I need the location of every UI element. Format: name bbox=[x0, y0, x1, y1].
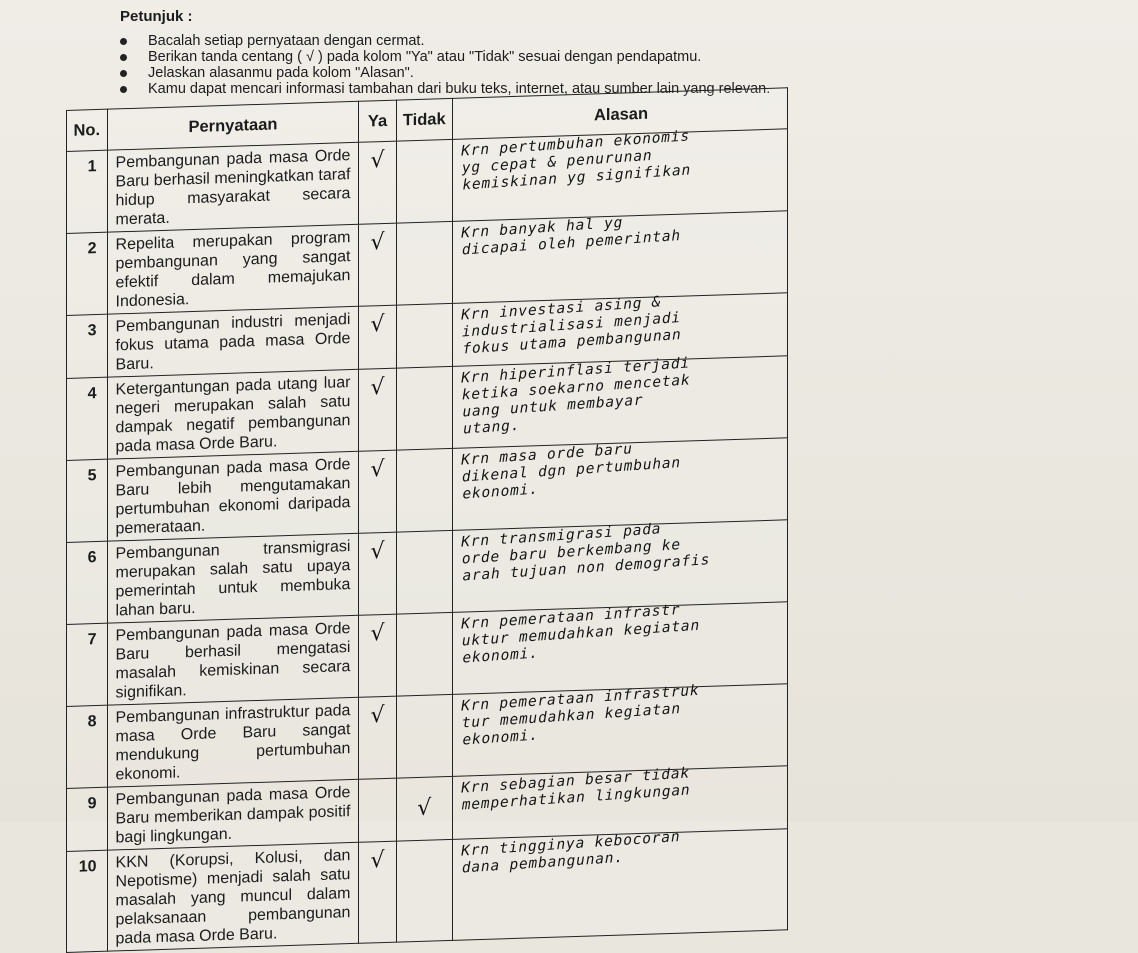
check-mark-icon: √ bbox=[370, 620, 385, 647]
yes-cell[interactable] bbox=[359, 532, 396, 615]
tidak-cell[interactable] bbox=[396, 612, 452, 696]
handwritten-reason: Krn hiperinflasi terjadi ketika soekarno mencetak uang untuk membayar utang. bbox=[460, 355, 691, 438]
tidak-cell[interactable] bbox=[396, 694, 452, 778]
header-yes: Ya bbox=[359, 100, 396, 142]
row-number: 1 bbox=[67, 150, 108, 233]
yes-cell[interactable] bbox=[359, 614, 396, 697]
handwritten-reason: Krn banyak hal yg dicapai oleh pemerintah bbox=[460, 214, 682, 259]
tidak-cell[interactable] bbox=[396, 139, 452, 223]
yes-cell[interactable] bbox=[359, 368, 396, 451]
instruction-item: Jelaskan alasanmu pada kolom "Alasan". bbox=[120, 65, 1020, 81]
statement-text: Pembangunan industri menjadi fokus utama pada masa Orde Baru. bbox=[107, 306, 359, 377]
header-reason: Alasan bbox=[452, 88, 787, 140]
check-mark-icon: √ bbox=[370, 147, 385, 174]
statement-text: Pembangunan pada masa Orde Baru berhasil meningkatkan taraf hidup masyarakat secara merata. bbox=[107, 142, 359, 232]
tidak-cell[interactable] bbox=[396, 530, 452, 614]
yes-cell[interactable] bbox=[359, 450, 396, 533]
statement-text: Repelita merupakan program pembangunan yang sangat efektif dalam memajukan Indonesia. bbox=[107, 224, 359, 314]
handwritten-reason: Krn pertumbuhan ekonomis yg cepat & penurunan kemiskinan yg signifikan bbox=[460, 128, 692, 194]
statement-text: Pembangunan infrastruktur pada masa Orde Baru sangat mendukung pertumbuhan ekonomi. bbox=[107, 697, 359, 787]
handwritten-reason: Krn sebagian besar tidak memperhatikan lingkungan bbox=[460, 765, 691, 814]
yes-cell[interactable] bbox=[359, 841, 396, 943]
survey-table bbox=[66, 87, 788, 953]
handwritten-reason: Krn masa orde baru dikenal dgn pertumbuhan ekonomi. bbox=[460, 441, 682, 503]
tidak-cell[interactable] bbox=[396, 839, 452, 942]
header-tidak: Tidak bbox=[396, 98, 452, 141]
check-mark-icon: √ bbox=[417, 795, 432, 821]
survey-table-wrapper bbox=[66, 79, 1066, 953]
instruction-item: Kamu dapat mencari informasi tambahan dari buku teks, internet, atau sumber lain yang relevan. bbox=[120, 81, 1020, 97]
reason-cell[interactable] bbox=[452, 829, 787, 941]
row-number: 7 bbox=[67, 623, 108, 706]
instructions-title: Petunjuk : bbox=[120, 8, 193, 25]
check-mark-icon: √ bbox=[370, 311, 385, 338]
tidak-cell[interactable] bbox=[396, 776, 452, 841]
yes-cell[interactable] bbox=[359, 696, 396, 779]
check-mark-icon: √ bbox=[370, 702, 385, 729]
instruction-item: Berikan tanda centang ( √ ) pada kolom "Ya" atau "Tidak" sesuai dengan pendapatmu. bbox=[120, 49, 1020, 65]
instruction-item: Bacalah setiap pernyataan dengan cermat. bbox=[120, 33, 1020, 49]
handwritten-reason: Krn investasi asing & industrialisasi menjadi fokus utama pembangunan bbox=[460, 294, 682, 358]
tidak-cell[interactable] bbox=[396, 303, 452, 368]
yes-cell[interactable] bbox=[359, 223, 396, 306]
check-mark-icon: √ bbox=[370, 374, 385, 401]
row-number: 9 bbox=[67, 787, 108, 851]
check-mark-icon: √ bbox=[370, 847, 385, 874]
handwritten-reason: Krn transmigrasi pada orde baru berkembang ke arah tujuan non demografis bbox=[460, 521, 711, 585]
handwritten-reason: Krn tingginya kebocoran dana pembangunan. bbox=[460, 829, 681, 877]
row-number: 4 bbox=[67, 377, 108, 460]
row-number: 3 bbox=[67, 314, 108, 378]
tidak-cell[interactable] bbox=[396, 448, 452, 532]
row-number: 5 bbox=[67, 459, 108, 542]
check-mark-icon: √ bbox=[370, 456, 385, 483]
statement-text: Pembangunan pada masa Orde Baru memberikan dampak positif bagi lingkungan. bbox=[107, 779, 359, 850]
statement-text: Pembangunan pada masa Orde Baru lebih mengutamakan pertumbuhan ekonomi daripada pemerataan. bbox=[107, 451, 359, 541]
handwritten-reason: Krn pemerataan infrastr uktur memudahkan kegiatan ekonomi. bbox=[460, 602, 701, 667]
header-statement: Pernyataan bbox=[107, 101, 359, 150]
yes-cell[interactable] bbox=[359, 305, 396, 369]
row-number: 2 bbox=[67, 232, 108, 315]
header-no: No. bbox=[67, 109, 108, 151]
yes-cell[interactable] bbox=[359, 778, 396, 842]
table-body bbox=[67, 129, 788, 953]
tidak-cell[interactable] bbox=[396, 221, 452, 305]
check-mark-icon: √ bbox=[370, 538, 385, 565]
statement-text: KKN (Korupsi, Kolusi, dan Nepotisme) menjadi salah satu masalah yang muncul dalam pelaksanaan pembangunan pada masa Orde Baru. bbox=[107, 842, 359, 951]
handwritten-reason: Krn pemerataan infrastruk tur memudahkan kegiatan ekonomi. bbox=[460, 682, 700, 749]
table-row bbox=[67, 829, 788, 953]
statement-text: Pembangunan transmigrasi merupakan salah satu upaya pemerintah untuk membuka lahan baru. bbox=[107, 533, 359, 623]
statement-text: Ketergantungan pada utang luar negeri merupakan salah satu dampak negatif pembangunan pada masa Orde Baru. bbox=[107, 369, 359, 459]
row-number: 6 bbox=[67, 541, 108, 624]
statement-text: Pembangunan pada masa Orde Baru berhasil mengatasi masalah kemiskinan secara signifikan. bbox=[107, 615, 359, 705]
tidak-cell[interactable] bbox=[396, 366, 452, 450]
row-number: 8 bbox=[67, 705, 108, 788]
yes-cell[interactable] bbox=[359, 141, 396, 224]
check-mark-icon: √ bbox=[370, 229, 385, 256]
row-number: 10 bbox=[67, 850, 108, 952]
